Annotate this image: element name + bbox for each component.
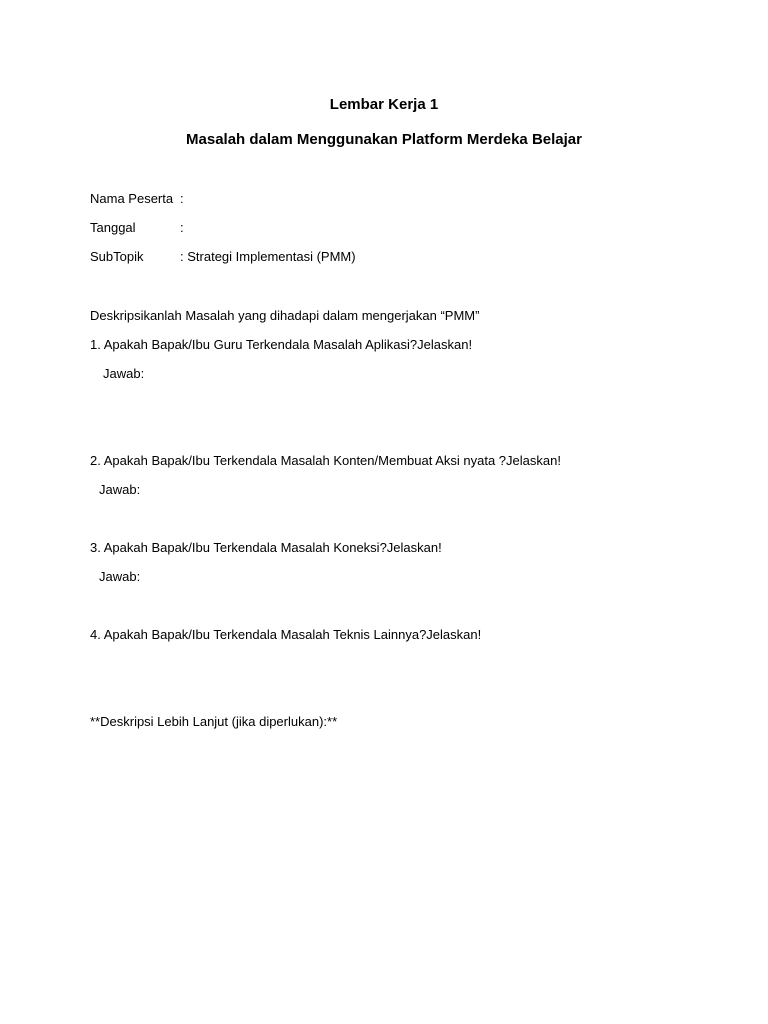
instruction-text: Deskripsikanlah Masalah yang dihadapi dalam mengerjakan “PMM” — [90, 308, 480, 323]
question-3: 3. Apakah Bapak/Ibu Terkendala Masalah Koneksi?Jelaskan! — [90, 540, 442, 555]
field-subtopik — [180, 249, 356, 265]
document-title: Lembar Kerja 1 — [329, 96, 439, 113]
question-1: 1. Apakah Bapak/Ibu Guru Terkendala Masalah Aplikasi?Jelaskan! — [90, 337, 473, 352]
field-value-subtopik: Strategi Implementasi (PMM) — [187, 249, 356, 264]
field-label-nama-peserta: Nama Peserta — [90, 191, 174, 206]
question-2: 2. Apakah Bapak/Ibu Terkendala Masalah Konten/Membuat Aksi nyata ?Jelaskan! — [90, 453, 561, 468]
field-label-subtopik: SubTopik — [90, 249, 144, 264]
footer-note: **Deskripsi Lebih Lanjut (jika diperlukan):** — [90, 714, 338, 729]
field-sep-subtopik: : — [180, 249, 184, 264]
answer-label-2: Jawab: — [99, 482, 141, 497]
field-label-tanggal: Tanggal — [90, 220, 136, 235]
answer-label-1: Jawab: — [103, 366, 145, 381]
answer-label-3: Jawab: — [99, 569, 141, 584]
question-4: 4. Apakah Bapak/Ibu Terkendala Masalah Teknis Lainnya?Jelaskan! — [90, 627, 482, 642]
field-sep-tanggal: : — [180, 220, 184, 235]
field-sep-nama-peserta: : — [180, 191, 184, 206]
document-subtitle: Masalah dalam Menggunakan Platform Merdeka Belajar — [186, 131, 582, 148]
